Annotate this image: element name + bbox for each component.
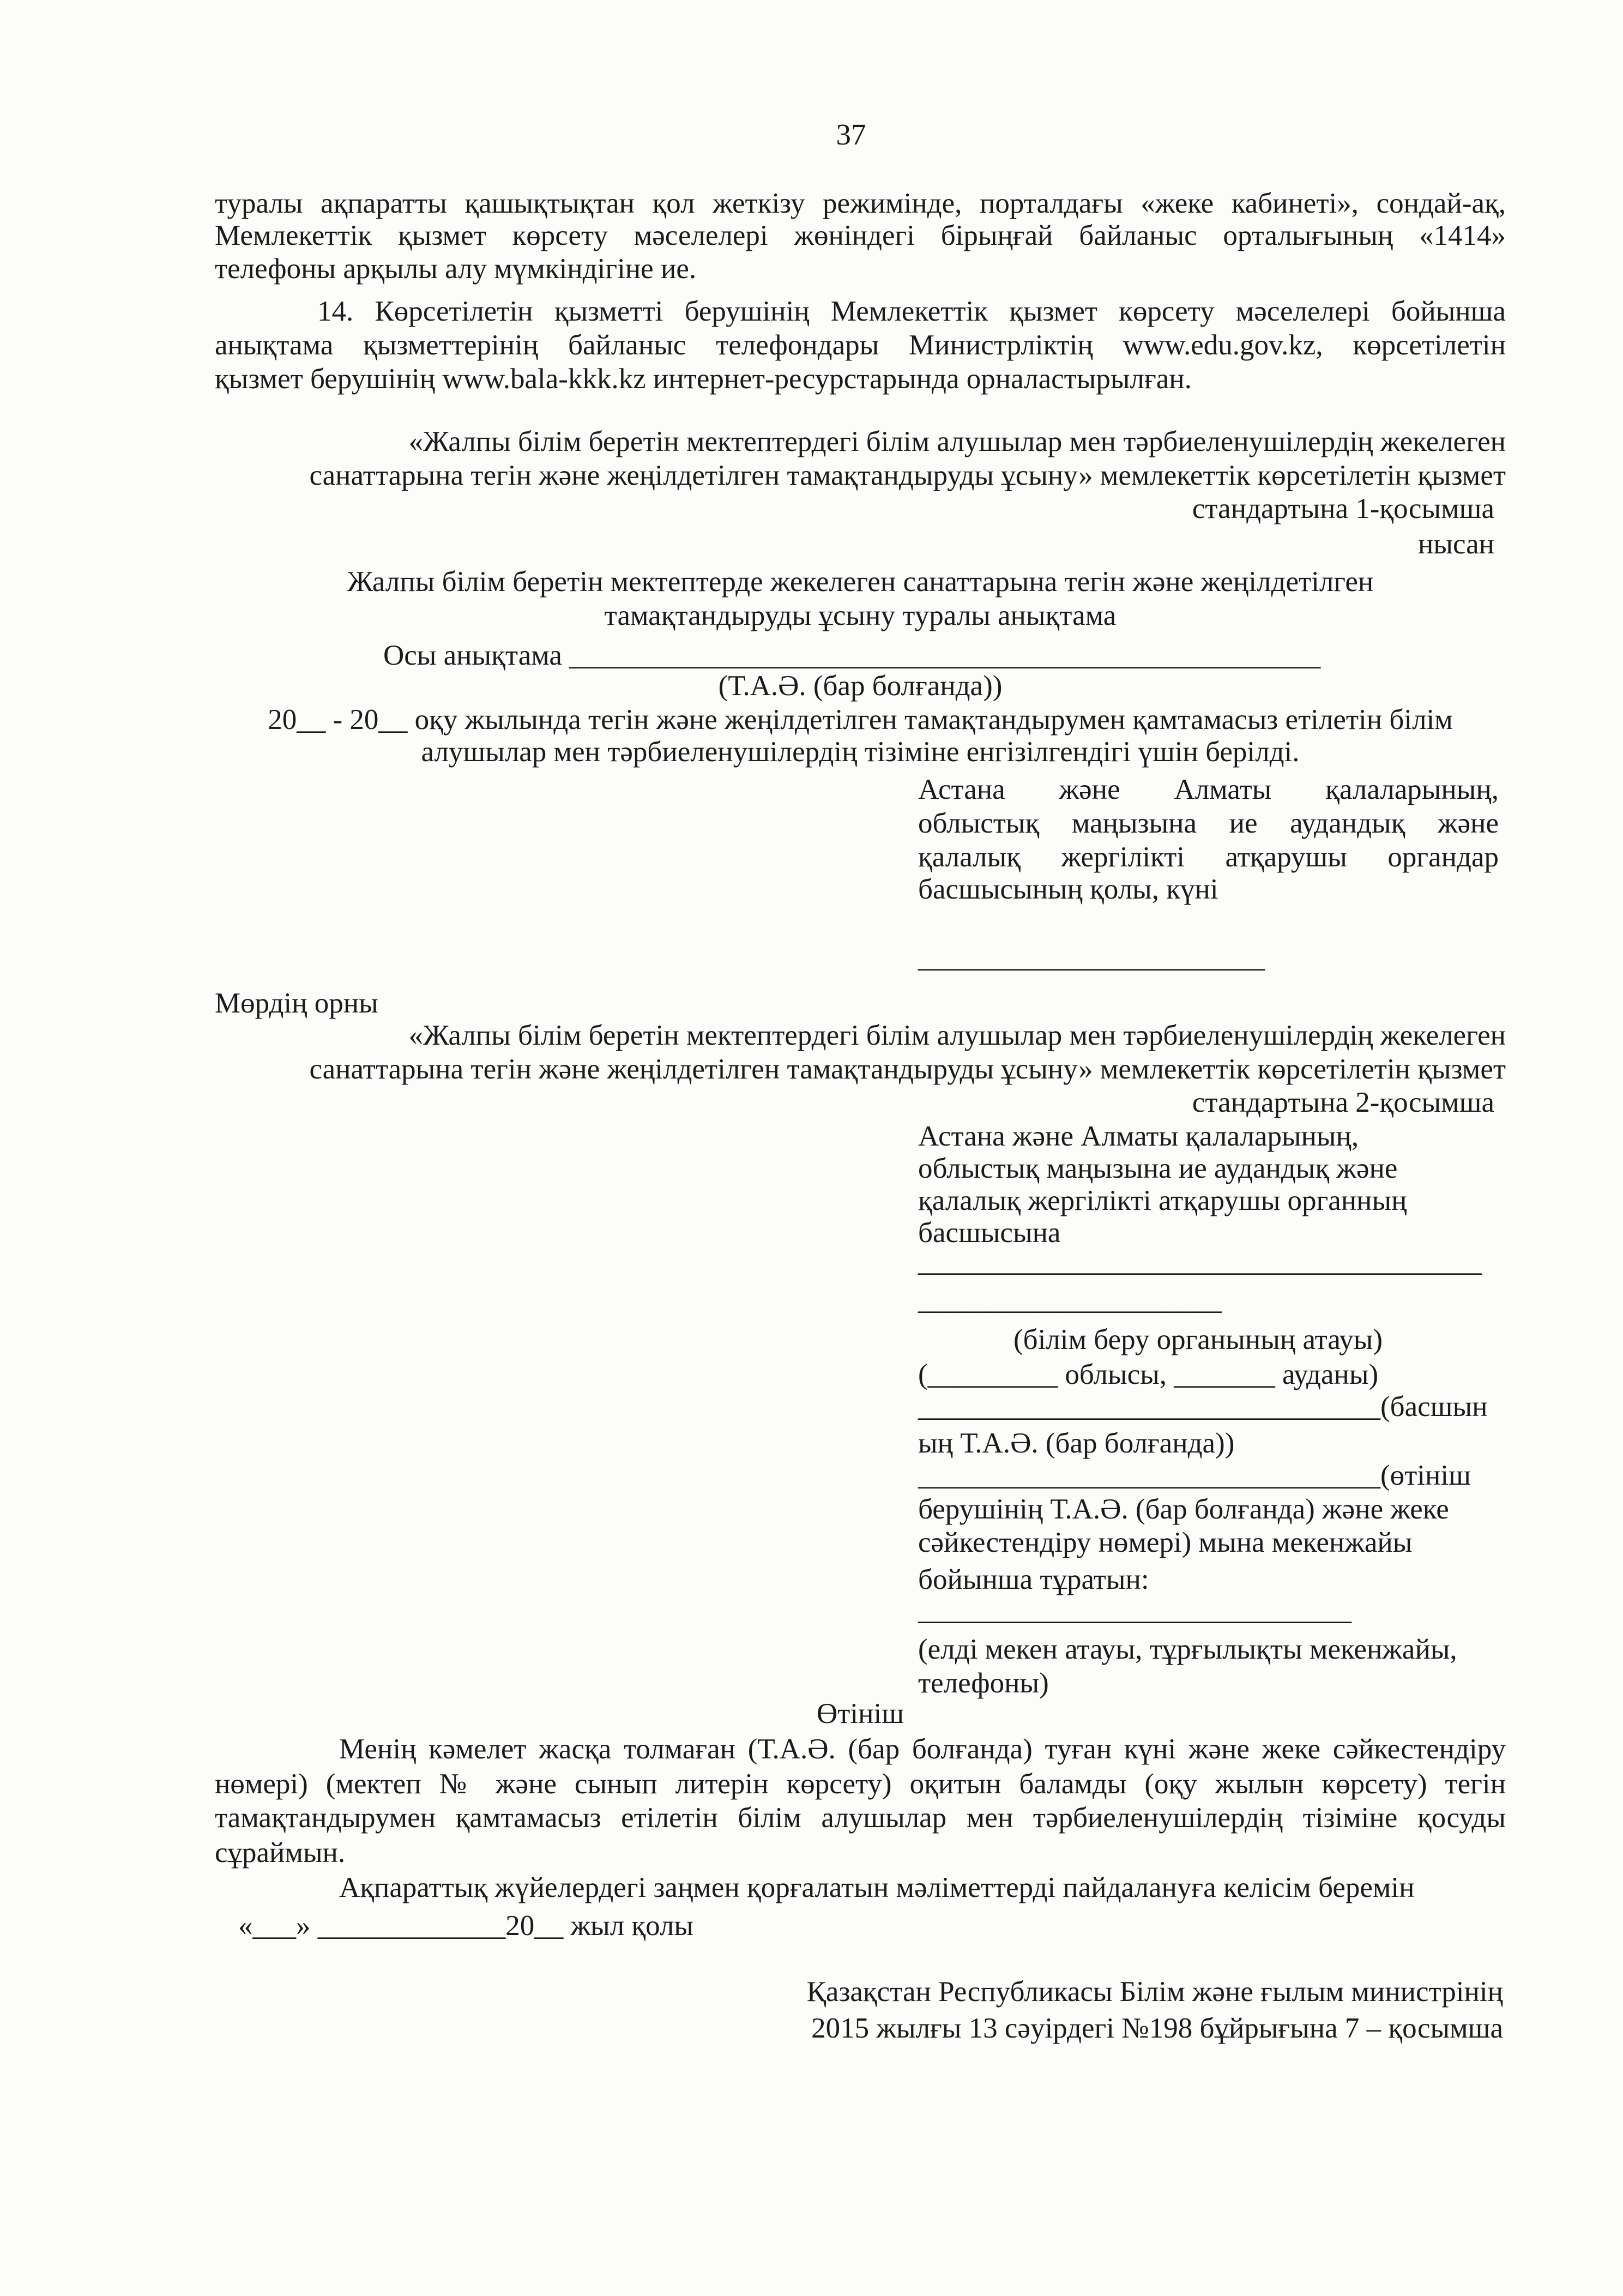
addressee-line: қалалық жергілікті атқарушы органның: [918, 1185, 1407, 1216]
certificate-name-line: Осы анықтама ____________________________________________________: [383, 640, 1321, 671]
intro-line: туралы ақпаратты қашықтықтан қол жеткізу режимінде, порталдағы «жеке кабинеті», сондай-ақ,: [215, 188, 1506, 219]
item-14-line: 14. Көрсетілетін қызметті берушінің Мемлекеттік қызмет көрсету мәселелері бойынша: [317, 296, 1506, 327]
addressee-line: телефоны): [918, 1667, 1049, 1699]
item-14-line: анықтама қызметтерінің байланыс телефондары Министрліктің www.edu.gov.kz, көрсетілетін: [215, 329, 1506, 361]
footer-line: Қазақстан Республикасы Білім және ғылым министрінің: [806, 1976, 1503, 2008]
appendix-2-header-line: «Жалпы білім беретін мектептердегі білім алушылар мен тәрбиеленушілердің жекелеген: [408, 1020, 1506, 1051]
signature-block-line: облыстық маңызына ие аудандық және: [918, 807, 1499, 839]
application-line: сұраймын.: [215, 1837, 346, 1869]
addressee-line: басшысына: [918, 1217, 1061, 1249]
application-line: нөмері) (мектеп № және сынып литерін көрсету) оқитын баламды (оқу жылын көрсету) тегін: [215, 1768, 1506, 1800]
item-14-line: қызмет берушінің www.bala-kkk.kz интернет-ресурстарында орналастырылған.: [215, 363, 1192, 395]
appendix-1-header-line: санаттарына тегін және жеңілдетілген тамақтандыруды ұсыну» мемлекеттік көрсетілетін қызмет: [309, 460, 1506, 491]
signature-block-line: басшысының қолы, күні: [918, 873, 1218, 905]
application-title: Өтініш: [816, 1698, 904, 1729]
name-caption: (Т.А.Ә. (бар болғанда)): [718, 670, 1003, 702]
application-line: Менің кәмелет жасқа толмаған (Т.А.Ә. (бар болғанда) туған күні және жеке сәйкестендіру: [339, 1733, 1506, 1765]
addressee-line: (білім беру органының атауы): [1013, 1324, 1383, 1355]
intro-line: телефоны арқылы алу мүмкіндігіне ие.: [215, 253, 697, 285]
appendix-1-header-line: «Жалпы білім беретін мектептердегі білім алушылар мен тәрбиеленушілердің жекелеген: [408, 426, 1506, 457]
certificate-title-line: тамақтандыруды ұсыну туралы анықтама: [604, 600, 1117, 631]
signature-block-line: Астана және Алматы қалаларының,: [918, 774, 1499, 805]
signature-block-line: қалалық жергілікті атқарушы органдар: [918, 841, 1499, 873]
addressee-line: сәйкестендіру нөмері) мына мекенжайы: [918, 1527, 1413, 1558]
signature-blank: ________________________: [918, 942, 1265, 973]
seal-place-label: Мөрдің орны: [215, 987, 378, 1019]
addressee-line: (елді мекен атауы, тұрғылықты мекенжайы,: [918, 1634, 1457, 1665]
appendix-2-header-line: санаттарына тегін және жеңілдетілген тамақтандыруды ұсыну» мемлекеттік көрсетілетін қызмет: [309, 1053, 1506, 1085]
form-label: нысан: [1417, 528, 1494, 560]
intro-line: Мемлекеттік қызмет көрсету мәселелері жөніндегі бірыңғай байланыс орталығының «1414»: [215, 220, 1506, 251]
certificate-body-line: алушылар мен тәрбиеленушілердің тізіміне енгізілгендігі үшін берілді.: [421, 736, 1300, 768]
appendix-1-header-line: стандартына 1-қосымша: [1192, 493, 1494, 525]
certificate-body-line: 20__ - 20__ оқу жылында тегін және жеңілдетілген тамақтандырумен қамтамасыз етілетін білім: [268, 704, 1453, 736]
addressee-line: облыстық маңызына ие аудандық және: [918, 1153, 1398, 1184]
page-number: 37: [836, 118, 866, 151]
consent-line: Ақпараттық жүйелердегі заңмен қорғалатын мәліметтерді пайдалануға келісім беремін: [339, 1872, 1415, 1903]
footer-line: 2015 жылғы 13 сәуірдегі №198 бұйрығына 7 – қосымша: [811, 2012, 1503, 2044]
addressee-blank: _____________________: [918, 1284, 1222, 1316]
addressee-line: берушінің Т.А.Ә. (бар болғанда) және жеке: [918, 1493, 1449, 1525]
addressee-line: ________________________________(өтініш: [918, 1460, 1471, 1491]
appendix-2-header-line: стандартына 2-қосымша: [1192, 1087, 1494, 1118]
addressee-line: Астана және Алматы қалаларының,: [918, 1120, 1359, 1152]
certificate-title-line: Жалпы білім беретін мектептерде жекелеген санаттарына тегін және жеңілдетілген: [347, 566, 1374, 598]
date-signature-line: «___» _____________20__ жыл қолы: [238, 1910, 694, 1942]
addressee-line: ________________________________(басшын: [918, 1391, 1488, 1423]
addressee-line: бойынша тұратын:: [918, 1564, 1149, 1595]
addressee-blank: _______________________________________: [918, 1246, 1482, 1277]
addressee-blank: ______________________________: [918, 1594, 1352, 1626]
addressee-line: (_________ облысы, _______ ауданы): [918, 1359, 1379, 1390]
addressee-line: ың Т.А.Ә. (бар болғанда)): [918, 1427, 1235, 1459]
application-line: тамақтандырумен қамтамасыз етілетін білім алушылар мен тәрбиеленушілердің тізіміне қосуды: [215, 1802, 1506, 1834]
